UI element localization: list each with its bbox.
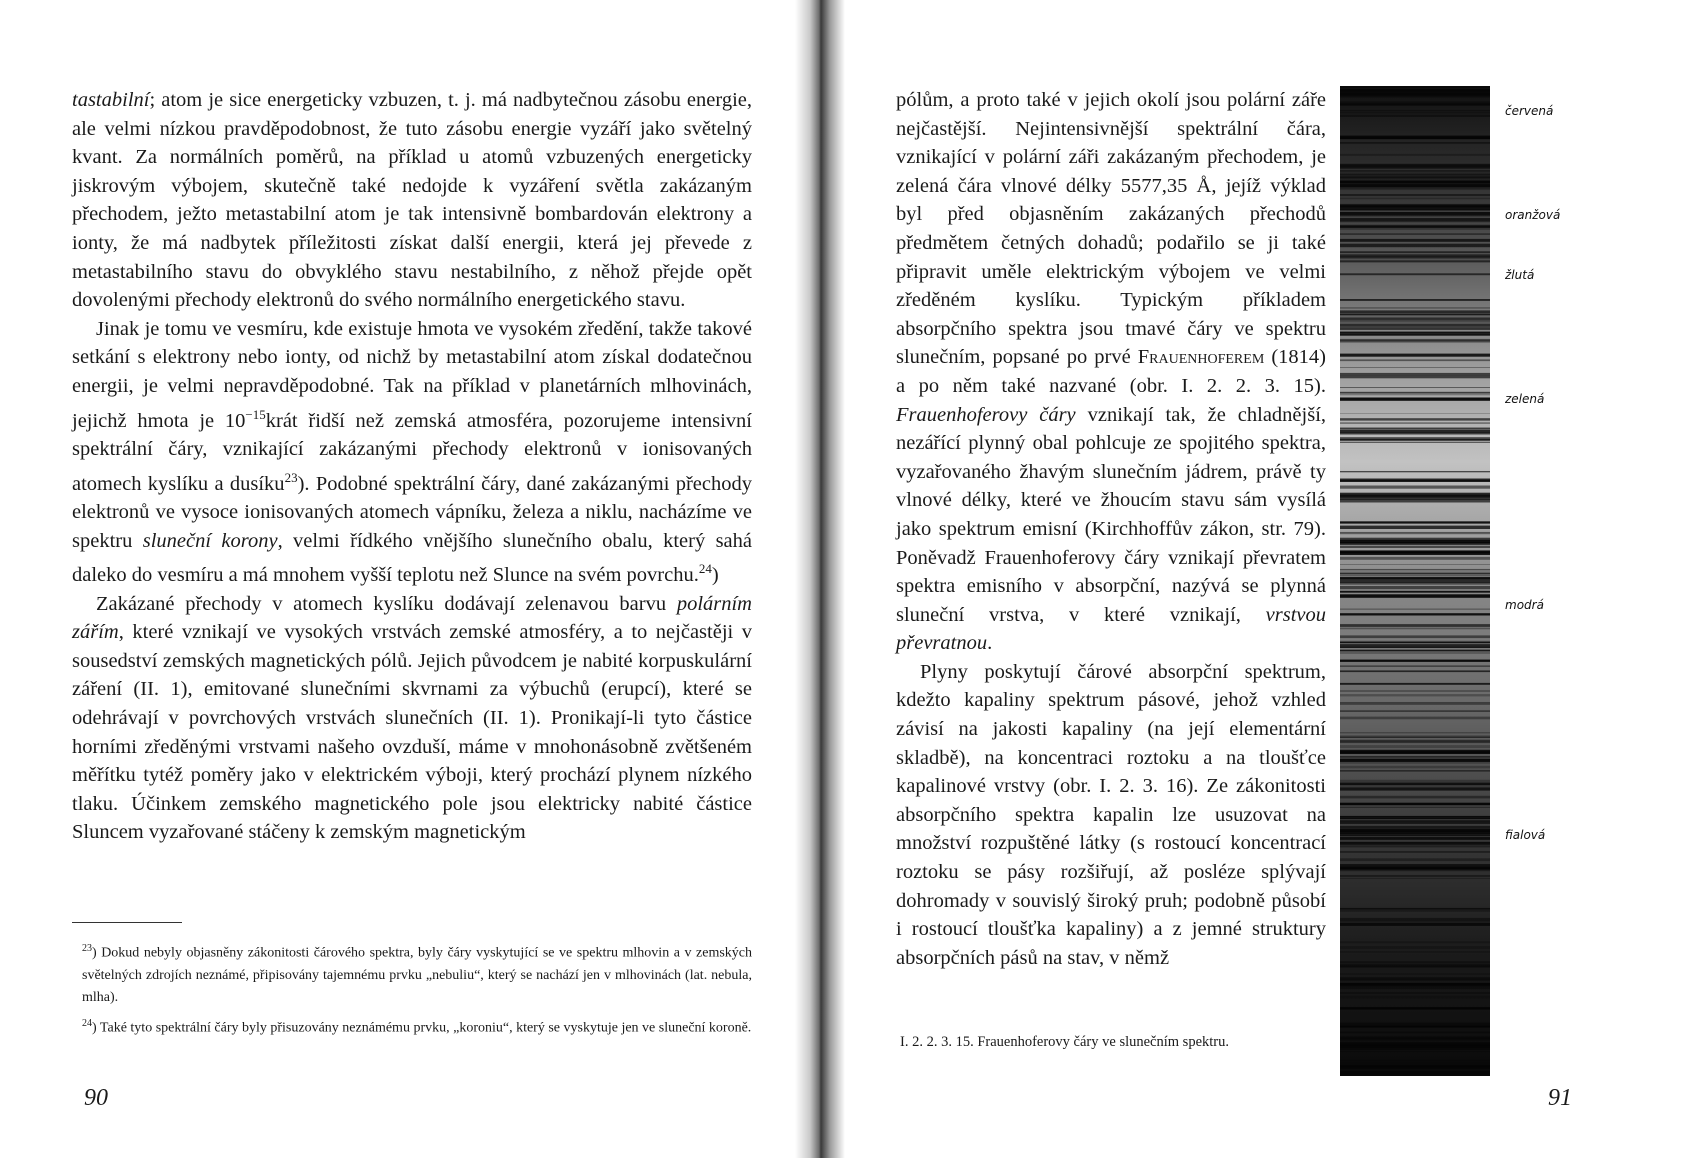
absorption-line [1340, 770, 1490, 771]
absorption-line [1340, 816, 1490, 818]
absorption-line [1340, 493, 1490, 495]
absorption-line [1340, 983, 1490, 986]
text-run: pólům, a proto také v jejich okolí jsou polární záře nejčastější. Nejintensivnější spektrální čára, vznikající v polární záři zakázaným přechodem, je zelená čára vlnové délky 5577,35 Å, jejíž výklad byl před objasněním zakázaných přechodů předmětem četných dohadů; podařilo se ji také připravit uměle elektrickým výbojem ve velmi zředěném kyslíku. Typickým příkladem absorpčního spektra jsou tmavé čáry ve spektru slunečním, popsané po prvé [896, 89, 1326, 369]
absorption-line [1340, 208, 1490, 209]
absorption-line [1340, 745, 1490, 748]
absorption-line [1340, 788, 1490, 791]
absorption-line [1340, 875, 1490, 877]
absorption-line [1340, 977, 1490, 978]
absorption-line [1340, 660, 1490, 662]
absorption-line [1340, 326, 1490, 327]
superscript: −15 [245, 406, 266, 422]
absorption-line [1340, 212, 1490, 215]
absorption-line [1340, 168, 1490, 169]
text-run: . [987, 632, 993, 655]
absorption-line [1340, 918, 1490, 922]
absorption-line [1340, 965, 1490, 967]
absorption-line [1340, 170, 1490, 171]
spectrum-label-orange: oranžová [1505, 208, 1561, 222]
absorption-line [1340, 471, 1490, 472]
absorption-line [1340, 310, 1490, 312]
fraunhofer-spectrum-figure [1340, 86, 1490, 1076]
footnote-rule [72, 922, 182, 923]
absorption-line [1340, 387, 1490, 388]
absorption-line [1340, 704, 1490, 705]
italic-term: sluneční korony [142, 529, 278, 552]
absorption-line [1340, 89, 1490, 90]
text-run: krát řidší než zemská atmosféra, pozorujeme intensivní spektrální čáry, vznikající zakázanými přechody elektronů v ionisovaných atomech kyslíku a dusíku [72, 409, 752, 495]
absorption-line [1340, 647, 1490, 648]
absorption-line [1340, 354, 1490, 357]
absorption-line [1340, 340, 1490, 343]
absorption-line [1340, 233, 1490, 235]
absorption-line [1340, 951, 1490, 952]
absorption-line [1340, 171, 1490, 172]
absorption-line [1340, 694, 1490, 696]
spectrum-label-red: červená [1505, 104, 1554, 118]
absorption-line [1340, 137, 1490, 139]
italic-term: vrstvou převratnou [896, 603, 1326, 655]
absorption-line [1340, 359, 1490, 361]
absorption-line [1340, 273, 1490, 275]
absorption-line [1340, 759, 1490, 762]
absorption-line [1340, 205, 1490, 207]
absorption-line [1340, 594, 1490, 598]
text-run: vznikají tak, že chladnější, nezářící plynný obal pohlcuje ze spojitého spektra, vyzařovaného žhavým slunečním jádrem, právě ty vlnové délky, které ve žhoucím stavu sám vysílá jako spektrum emisní (Kirchhoffův zákon, str. 79). Poněvadž Frauenhoferovy čáry vznikají převratem spektra emisního v absorpční, nazývá se plynná sluneční vrstva, v které vznikají, [896, 403, 1327, 626]
left-page-body-text [72, 86, 752, 847]
absorption-line [1340, 997, 1490, 998]
absorption-line [1340, 439, 1490, 441]
text-run: ) [711, 563, 719, 586]
absorption-line [1340, 978, 1490, 980]
figure-caption: I. 2. 2. 3. 15. Frauenhoferovy čáry ve slunečním spektru. [900, 1034, 1229, 1050]
text-run: Jinak je tomu ve vesmíru, kde existuje hmota ve vysokém zředění, takže takové setkání s elektrony nebo ionty, od nichž by metastabilní atom získal dodatečnou energii, je velmi nepravděpodobné. Tak na příklad v planetárních mlhovinách, jejichž hmota je 10 [72, 317, 752, 432]
absorption-line [1340, 320, 1490, 323]
absorption-line [1340, 839, 1490, 840]
superscript: 24 [698, 561, 712, 577]
absorption-line [1340, 261, 1490, 262]
absorption-line [1340, 423, 1490, 424]
text-run: Plyny poskytují čárové absorpční spektrum, kdežto kapaliny spektrum pásové, jehož vzhled závisí na jakosti kapaliny (na její elementární skladbě), na koncentraci roztoku a na tloušťce kapalinové vrstvy (obr. I. 2. 3. 16). Ze zákonitosti absorpčního spektra kapalin lze usuzovat na množství rozpuštěné látky (s rostoucí koncentrací roztoku se pásy rozšiřují, až posléze splývají dohromady v souvislý široký pruh; podobně působí i rostoucí tloušťka kapaliny) a z jemné struktury absorpčních pásů na stav, v němž [896, 660, 1326, 969]
absorption-line [1340, 112, 1490, 113]
absorption-line [1340, 318, 1490, 319]
italic-term: Frauenhoferovy čáry [896, 403, 1076, 426]
absorption-line [1340, 1067, 1490, 1070]
absorption-line [1340, 546, 1490, 547]
absorption-line [1340, 1023, 1490, 1026]
absorption-line [1340, 367, 1490, 368]
absorption-line [1340, 324, 1490, 327]
absorption-line [1340, 858, 1490, 861]
absorption-line [1340, 996, 1490, 997]
right-page-body-text [896, 86, 1326, 972]
absorption-line [1340, 993, 1490, 994]
absorption-line [1340, 961, 1490, 963]
absorption-line [1340, 1051, 1490, 1052]
absorption-line [1340, 635, 1490, 638]
absorption-line [1340, 494, 1490, 496]
absorption-line [1340, 941, 1490, 943]
absorption-line [1340, 908, 1490, 909]
absorption-line [1340, 796, 1490, 799]
absorption-line [1340, 433, 1490, 434]
absorption-line [1340, 1045, 1490, 1049]
absorption-line [1340, 375, 1490, 378]
absorption-line [1340, 225, 1490, 227]
absorption-line [1340, 215, 1490, 217]
absorption-line [1340, 1071, 1490, 1074]
text-run: ). Podobné spektrální čáry, dané zakázanými přechody elektronů ve vysoce ionisovaných atomech vápníku, železa a niklu, nacházíme ve spektru [72, 472, 752, 552]
absorption-line [1340, 717, 1490, 720]
absorption-line [1340, 101, 1490, 104]
absorption-line [1340, 557, 1490, 560]
absorption-line [1340, 239, 1490, 242]
paragraph [896, 658, 1326, 973]
absorption-line [1340, 845, 1490, 847]
absorption-line [1340, 180, 1490, 183]
absorption-line [1340, 176, 1490, 178]
absorption-line [1340, 1075, 1490, 1076]
page-number-left: 90 [84, 1085, 108, 1111]
absorption-line [1340, 94, 1490, 96]
italic-term: tastabilní [72, 89, 150, 111]
spectrum-label-yellow: žlutá [1505, 268, 1535, 282]
absorption-line [1340, 624, 1490, 627]
absorption-line [1340, 1032, 1490, 1034]
absorption-line [1340, 1027, 1490, 1028]
paragraph [896, 86, 1326, 658]
absorption-line [1340, 244, 1490, 248]
absorption-line [1340, 826, 1490, 829]
absorption-line [1340, 154, 1490, 156]
absorption-line [1340, 428, 1490, 429]
spectrum-label-blue: modrá [1505, 598, 1544, 612]
absorption-line [1340, 332, 1490, 333]
absorption-line [1340, 1008, 1490, 1009]
absorption-line [1340, 987, 1490, 989]
spectrum-absorption-lines [1340, 86, 1490, 1076]
footnote-mark: 24 [82, 1017, 92, 1029]
absorption-line [1340, 167, 1490, 168]
absorption-line [1340, 198, 1490, 200]
absorption-line [1340, 314, 1490, 316]
absorption-line [1340, 613, 1490, 615]
absorption-line [1340, 780, 1490, 783]
absorption-line [1340, 480, 1490, 482]
absorption-line [1340, 542, 1490, 545]
text-run: Zakázané přechody v atomech kyslíku dodávají zelenavou barvu [96, 592, 677, 615]
absorption-line [1340, 398, 1490, 401]
absorption-line [1340, 307, 1490, 309]
paragraph [72, 86, 752, 315]
absorption-line [1340, 496, 1490, 498]
absorption-line [1340, 442, 1490, 443]
absorption-line [1340, 1007, 1490, 1010]
absorption-line [1340, 1065, 1490, 1067]
absorption-line [1340, 644, 1490, 647]
absorption-line [1340, 851, 1490, 853]
absorption-line [1340, 822, 1490, 824]
absorption-line [1340, 186, 1490, 189]
absorption-line [1340, 526, 1490, 529]
author-name: Frauenhoferem [1137, 346, 1265, 369]
absorption-line [1340, 218, 1490, 221]
absorption-line [1340, 499, 1490, 503]
footnote-text: ) Dokud nebyly objasněny zákonitosti čárového spektra, byly čáry vyskytující se ve spektru mlhovin a v zemských světelných zdrojích neznámé, připisovány tajemnému prvku „nebuliu“, který se nachází jen v mlhovinách (lat. nebula, mlha). [82, 945, 752, 1005]
italic-term: polárním zářím [72, 592, 752, 644]
absorption-line [1340, 257, 1490, 259]
absorption-line [1340, 804, 1490, 806]
absorption-line [1340, 582, 1490, 585]
absorption-line [1340, 642, 1490, 644]
absorption-line [1340, 690, 1490, 692]
absorption-line [1340, 683, 1490, 685]
footnotes [82, 938, 752, 1043]
absorption-line [1340, 867, 1490, 870]
absorption-line [1340, 413, 1490, 414]
text-run: ; atom je sice energeticky vzbuzen, t. j. má nadbytečnou zásobu energie, ale velmi nízkou pravděpodobnost, že tuto zásobu energie vyzáří jako světelný kvant. Za normálních poměrů, na příklad u atomů vzbuzených energeticky jiskrovým výbojem, skutečně také nedojde k vyzáření světla zakázaným přechodem, ježto metastabilní atom je tak intensivně bombardován elektrony a ionty, že má nadbytek příležitosti získat další energii, která jej převede z metastabilního stavu do obvyklého stavu nestabilního, z něhož přejde opět dovolenými přechody elektronů do svého normálního energetického stavu. [72, 89, 752, 312]
absorption-line [1340, 194, 1490, 196]
absorption-line [1340, 299, 1490, 301]
absorption-line [1340, 252, 1490, 254]
absorption-line [1340, 333, 1490, 334]
footnote [82, 938, 752, 1009]
absorption-line [1340, 373, 1490, 376]
absorption-line [1340, 165, 1490, 169]
absorption-line [1340, 569, 1490, 571]
absorption-line [1340, 842, 1490, 845]
absorption-line [1340, 650, 1490, 652]
absorption-line [1340, 973, 1490, 974]
absorption-line [1340, 751, 1490, 753]
absorption-line [1340, 393, 1490, 396]
absorption-line [1340, 486, 1490, 489]
absorption-line [1340, 864, 1490, 866]
absorption-line [1340, 178, 1490, 180]
absorption-line [1340, 923, 1490, 926]
absorption-line [1340, 740, 1490, 742]
absorption-line [1340, 666, 1490, 667]
absorption-line [1340, 522, 1490, 523]
absorption-line [1340, 329, 1490, 330]
absorption-line [1340, 833, 1490, 834]
paragraph [72, 590, 752, 847]
absorption-line [1340, 732, 1490, 733]
absorption-line [1340, 573, 1490, 574]
absorption-line [1340, 1037, 1490, 1039]
absorption-line [1340, 946, 1490, 949]
absorption-line [1340, 532, 1490, 534]
absorption-line [1340, 1049, 1490, 1050]
absorption-line [1340, 807, 1490, 808]
footnote-text: ) Také tyto spektrální čáry byly přisuzovány neznámému prvku, „koroniu“, který se vyskytuje jen ve sluneční koroně. [92, 1020, 752, 1036]
absorption-line [1340, 591, 1490, 593]
absorption-line [1340, 142, 1490, 143]
absorption-line [1340, 818, 1490, 820]
absorption-line [1340, 564, 1490, 565]
absorption-line [1340, 110, 1490, 112]
absorption-line [1340, 418, 1490, 420]
footnote [82, 1013, 752, 1040]
text-run: (1814) a po něm také nazvané (obr. I. 2. 2. 3. 15). [896, 346, 1326, 397]
absorption-line [1340, 628, 1490, 630]
spectrum-label-violet: fialová [1505, 828, 1546, 842]
spectrum-label-green: zelená [1505, 392, 1545, 406]
paragraph [72, 315, 752, 590]
superscript: 23 [284, 469, 298, 485]
absorption-line [1340, 836, 1490, 837]
absorption-line [1340, 766, 1490, 769]
absorption-line [1340, 575, 1490, 576]
absorption-line [1340, 115, 1490, 117]
text-run: , které vznikají ve vysokých vrstvách zemské atmosféry, a to nejčastěji v sousedství zemských magnetických pólů. Jejich původcem je nabité korpuskulární záření (II. 1), emitované slunečními skvrnami za výbuchů (erupcí), které se odehrávají v povrchových vrstvách slunečních (II. 1). Pronikají-li tyto částice horními zředěnými vrstvami našeho ovzduší, máme v mnohonásobně zvětšeném měřítku tytéž poměry jako v elektrickém výboji, který prochází plynem nízkého tlaku. Účinkem zemského magnetického pole jsou elektricky nabité částice Sluncem vyzařované stáčeny k zemským magnetickým [72, 621, 752, 844]
absorption-line [1340, 736, 1490, 738]
absorption-line [1340, 86, 1490, 88]
absorption-line [1340, 228, 1490, 229]
absorption-line [1340, 586, 1490, 589]
absorption-line [1340, 1060, 1490, 1061]
footnote-mark: 23 [82, 943, 92, 954]
absorption-line [1340, 835, 1490, 836]
page-number-right: 91 [1548, 1085, 1572, 1111]
text-run: , velmi řídkého vnějšího slunečního obalu, který sahá daleko do vesmíru a má mnohem vyšší teplotu než Slunce na svém povrchu. [72, 529, 752, 586]
absorption-line [1340, 753, 1490, 754]
absorption-line [1340, 878, 1490, 879]
absorption-line [1340, 608, 1490, 610]
absorption-line [1340, 327, 1490, 328]
absorption-line [1340, 578, 1490, 580]
absorption-line [1340, 710, 1490, 712]
absorption-line [1340, 670, 1490, 672]
absorption-line [1340, 552, 1490, 554]
absorption-line [1340, 702, 1490, 703]
absorption-line [1340, 1062, 1490, 1064]
